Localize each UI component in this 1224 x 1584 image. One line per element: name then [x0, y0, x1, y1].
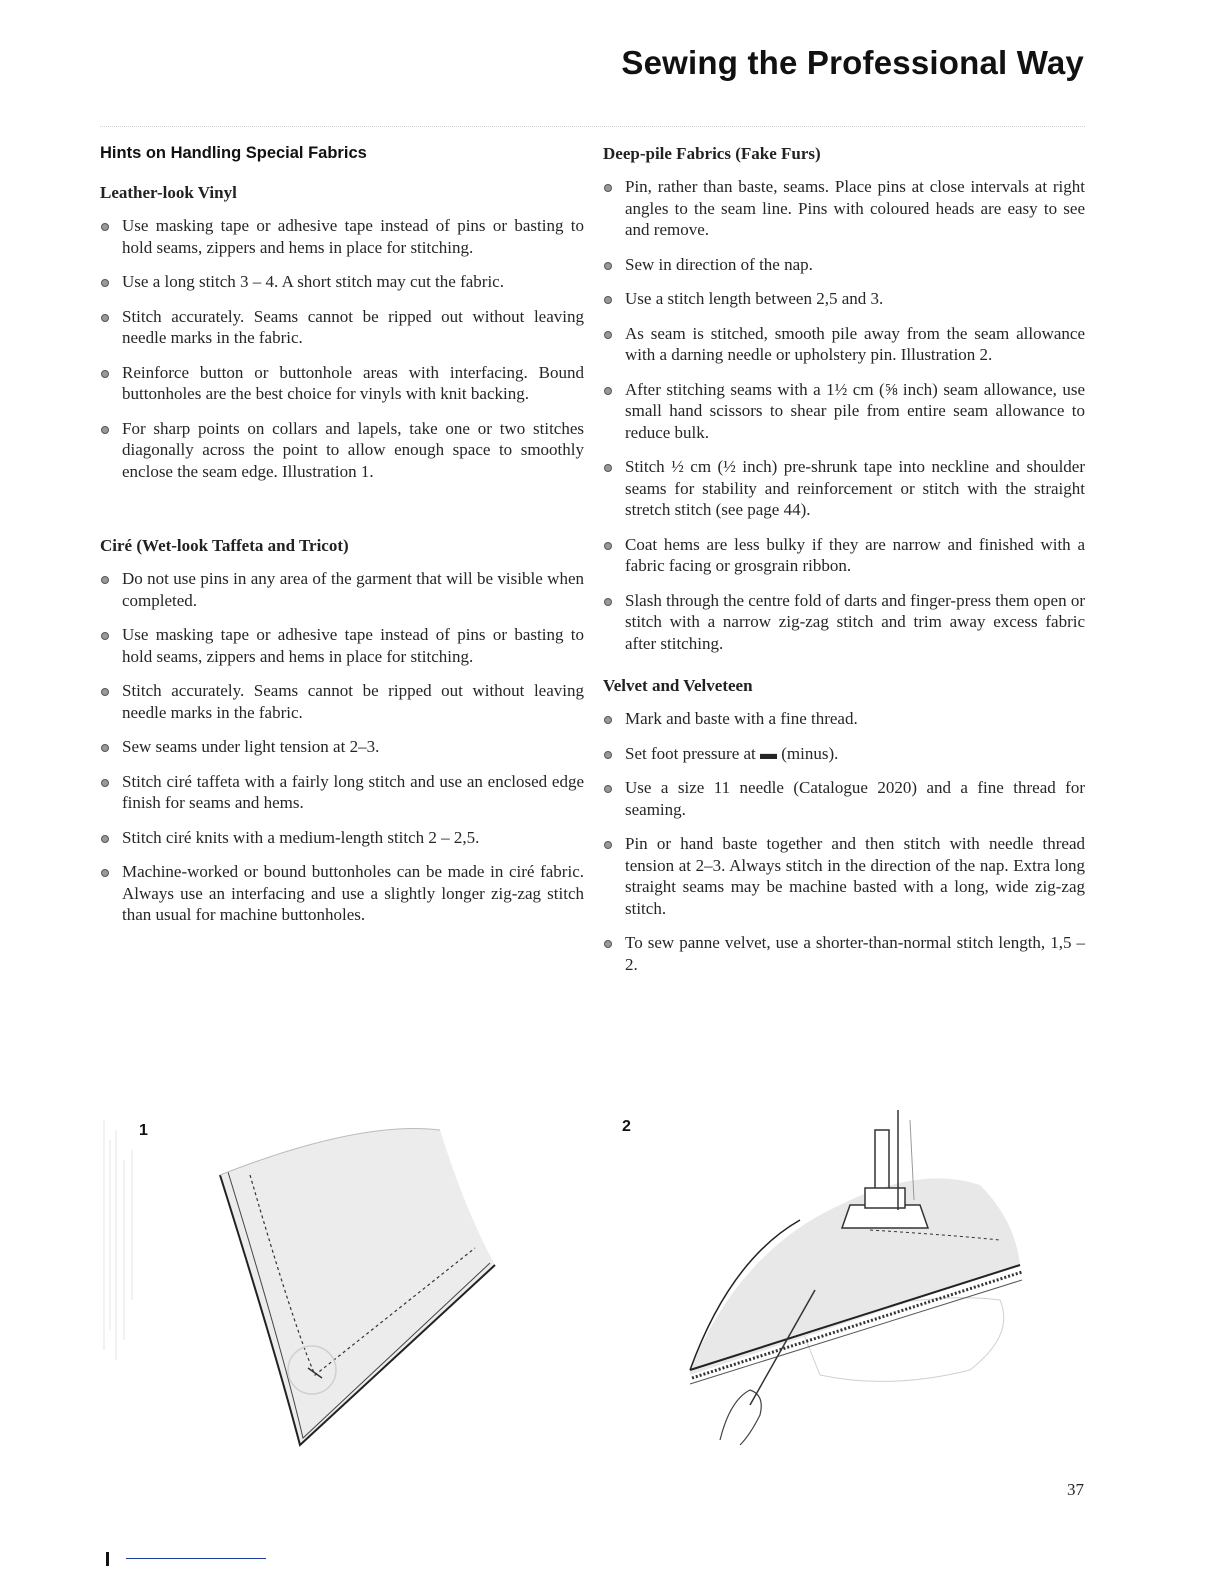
list-item: After stitching seams with a 1½ cm (⅝ inch) seam allowance, use small hand scissors to shear pile from entire seam allowance to reduce bulk.	[603, 379, 1085, 444]
velvet-heading: Velvet and Velveteen	[603, 676, 753, 695]
collar-point-illustration	[100, 1100, 540, 1460]
list-item: To sew panne velvet, use a shorter-than-normal stitch length, 1,5 – 2.	[603, 932, 1085, 975]
list-item: For sharp points on collars and lapels, take one or two stitches diagonally across the point to allow enough space to smoothly enclose the seam edge. Illustration 1.	[100, 418, 584, 483]
cire-heading: Ciré (Wet-look Taffeta and Tricot)	[100, 536, 349, 555]
page-number: 37	[1067, 1480, 1084, 1499]
list-item: Reinforce button or buttonhole areas with interfacing. Bound buttonholes are the best choice for vinyls with knit backing.	[100, 362, 584, 405]
list-item: Slash through the centre fold of darts and finger-press them open or stitch with a narrow zig-zag stitch and trim away excess fabric after stitching.	[603, 590, 1085, 655]
bottom-mark	[106, 1552, 109, 1566]
list-item: Use masking tape or adhesive tape instead of pins or basting to hold seams, zippers and hems in place for stitching.	[100, 215, 584, 258]
figure-1-label: 1	[139, 1122, 148, 1139]
list-item: Set foot pressure at ▬ (minus).	[603, 743, 1085, 765]
background-texture	[104, 1120, 132, 1360]
list-item: Stitch ciré taffeta with a fairly long stitch and use an enclosed edge finish for seams and hems.	[100, 771, 584, 814]
list-item: Use a size 11 needle (Catalogue 2020) and a fine thread for seaming.	[603, 777, 1085, 820]
hand	[720, 1390, 761, 1445]
list-item: Pin, rather than baste, seams. Place pins at close intervals at right angles to the seam line. Pins with coloured heads are easy to see and remove.	[603, 176, 1085, 241]
bottom-rule	[126, 1558, 266, 1559]
left-column	[100, 144, 584, 939]
list-item: Pin or hand baste together and then stitch with needle thread tension at 2–3. Always stitch in the direction of the nap. Extra long straight seams may be machine basted with a long, wide zig-zag stitch.	[603, 833, 1085, 919]
cire-list	[100, 568, 584, 926]
figure-2-label: 2	[622, 1118, 631, 1135]
header-rule	[100, 126, 1085, 127]
list-item: Coat hems are less bulky if they are narrow and finished with a fabric facing or grosgrain ribbon.	[603, 534, 1085, 577]
right-column	[603, 144, 1085, 988]
list-item: Stitch accurately. Seams cannot be ripped out without leaving needle marks in the fabric.	[100, 680, 584, 723]
deep-pile-list	[603, 176, 1085, 654]
list-item: Use masking tape or adhesive tape instead of pins or basting to hold seams, zippers and hems in place for stitching.	[100, 624, 584, 667]
section-title: Hints on Handling Special Fabrics	[100, 144, 367, 162]
list-item: Use a stitch length between 2,5 and 3.	[603, 288, 1085, 310]
list-item: As seam is stitched, smooth pile away from the seam allowance with a darning needle or upholstery pin. Illustration 2.	[603, 323, 1085, 366]
list-item: Do not use pins in any area of the garment that will be visible when completed.	[100, 568, 584, 611]
list-item: Stitch ciré knits with a medium-length stitch 2 – 2,5.	[100, 827, 584, 849]
list-item: Stitch accurately. Seams cannot be ripped out without leaving needle marks in the fabric.	[100, 306, 584, 349]
fabric-shading	[220, 1128, 495, 1445]
list-item: Machine-worked or bound buttonholes can be made in ciré fabric. Always use an interfacing and use a slightly longer zig-zag stitch than usual for machine buttonholes.	[100, 861, 584, 926]
list-item: Use a long stitch 3 – 4. A short stitch may cut the fabric.	[100, 271, 584, 293]
list-item: Sew in direction of the nap.	[603, 254, 1085, 276]
deep-pile-heading: Deep-pile Fabrics (Fake Furs)	[603, 144, 821, 163]
list-item: Stitch ½ cm (½ inch) pre-shrunk tape into neckline and shoulder seams for stability and reinforcement or stitch with the straight stretch stitch (see page 44).	[603, 456, 1085, 521]
page-title: Sewing the Professional Way	[621, 44, 1084, 81]
leather-list	[100, 215, 584, 482]
leather-heading: Leather-look Vinyl	[100, 183, 237, 202]
velvet-list	[603, 708, 1085, 975]
pile-smoothing-illustration	[670, 1110, 1070, 1450]
presser-foot	[842, 1130, 928, 1228]
list-item: Mark and baste with a fine thread.	[603, 708, 1085, 730]
list-item: Sew seams under light tension at 2–3.	[100, 736, 584, 758]
